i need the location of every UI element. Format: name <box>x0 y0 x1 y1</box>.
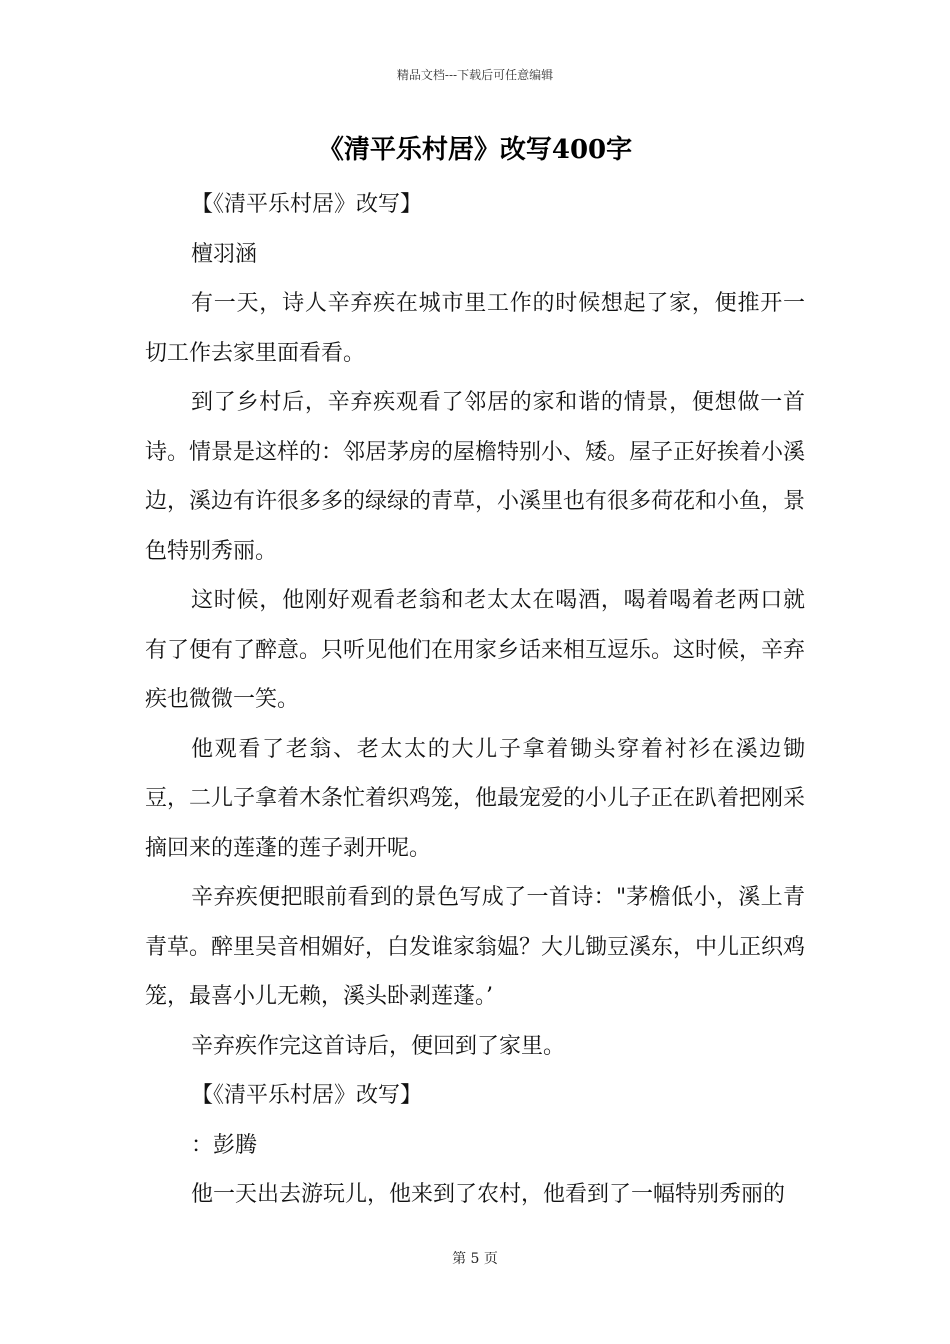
document-body <box>145 180 805 1220</box>
paragraph: 这时候，他刚好观看老翁和老太太在喝酒，喝着喝着老两口就有了便有了醉意。只听见他们在用家乡话来相互逗乐。这时候，辛弃疾也微微一笑。 <box>145 588 806 712</box>
paragraph: 到了乡村后，辛弃疾观看了邻居的家和谐的情景，便想做一首诗。情景是这样的：邻居茅房的屋檐特别小、矮。屋子正好挨着小溪边，溪边有许很多多的绿绿的青草，小溪里也有很多荷花和小鱼，景色特别秀丽。 <box>145 390 806 564</box>
document-title: 《清平乐村居》改写400字 <box>317 135 633 165</box>
page-number: 第 5 页 <box>452 1251 498 1267</box>
author-name: 檀羽涵 <box>191 241 258 267</box>
section-heading: 【《清平乐村居》改写】 <box>191 192 423 217</box>
paragraph: 他一天出去游玩儿，他来到了农村，他看到了一幅特别秀丽的 <box>191 1182 786 1207</box>
author-name: ：彭腾 <box>191 1132 258 1158</box>
paragraph: 辛弃疾便把眼前看到的景色写成了一首诗："茅檐低小，溪上青青草。醉里吴音相媚好，白发谁家翁媪？大儿锄豆溪东，中儿正织鸡笼，最喜小儿无赖，溪头卧剥莲蓬。’ <box>145 885 806 1009</box>
paragraph: 有一天，诗人辛弃疾在城市里工作的时候想起了家，便推开一切工作去家里面看看。 <box>145 291 805 366</box>
paragraph: 他观看了老翁、老太太的大儿子拿着锄头穿着衬衫在溪边锄豆，二儿子拿着木条忙着织鸡笼，他最宠爱的小儿子正在趴着把刚采摘回来的莲蓬的莲子剥开呢。 <box>145 736 806 861</box>
page-header: 精品文档---下载后可任意编辑 <box>396 68 554 82</box>
section-heading: 【《清平乐村居》改写】 <box>191 1083 423 1108</box>
paragraph: 辛弃疾作完这首诗后，便回到了家里。 <box>191 1033 566 1059</box>
